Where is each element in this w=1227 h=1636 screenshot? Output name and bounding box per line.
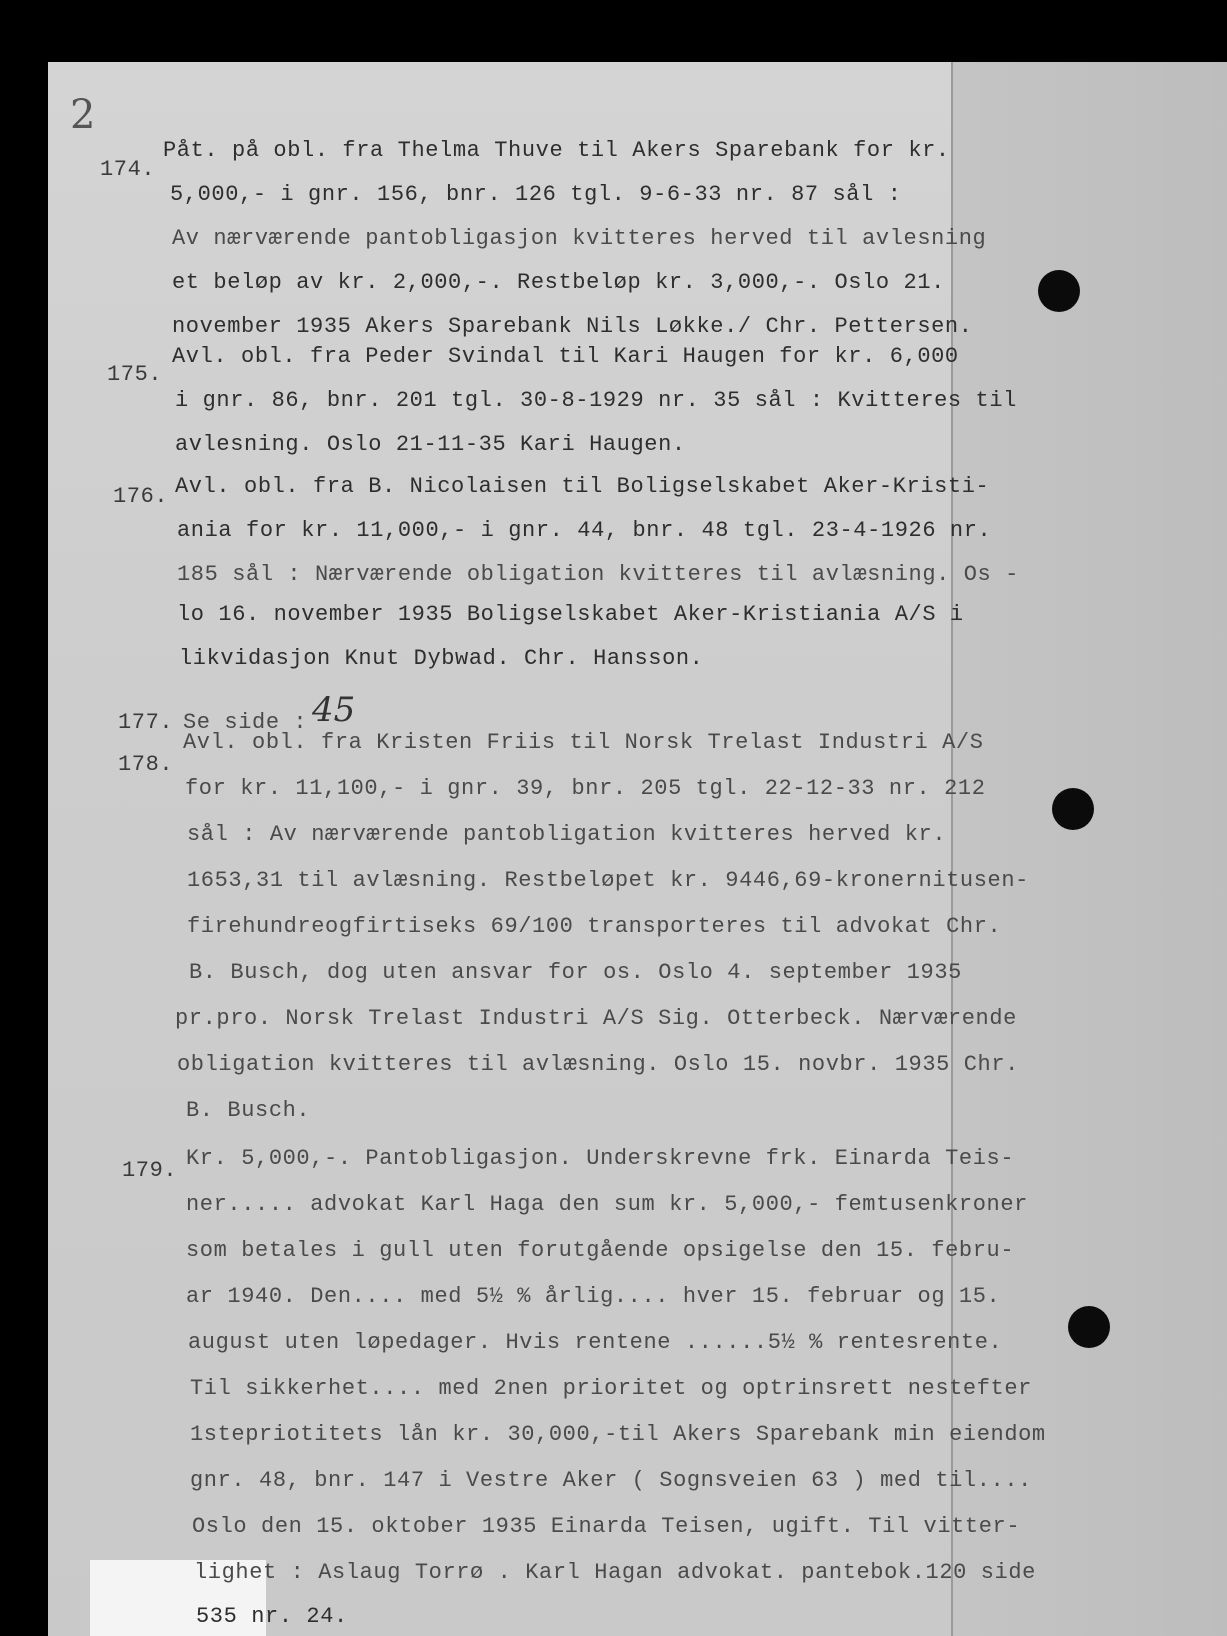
entry-text-line: Avl. obl. fra B. Nicolaisen til Boligselskabet Aker-Kristi- (175, 474, 990, 499)
entry-text-line: firehundreogfirtiseks 69/100 transporteres til advokat Chr. (187, 914, 1002, 939)
entry-text-line: 1653,31 til avlæsning. Restbeløpet kr. 9446,69-kronernitusen- (187, 868, 1029, 893)
entry-text-line: pr.pro. Norsk Trelast Industri A/S Sig. Otterbeck. Nærværende (175, 1006, 1017, 1031)
entry-text-line: som betales i gull uten forutgående opsigelse den 15. febru- (186, 1238, 1015, 1263)
entry-text-line: likvidasjon Knut Dybwad. Chr. Hansson. (179, 646, 704, 671)
entry-text-line: i gnr. 86, bnr. 201 tgl. 30-8-1929 nr. 35 sål : Kvitteres til (175, 388, 1017, 413)
handwritten-page-reference: 45 (312, 690, 356, 730)
entry-text-line: ania for kr. 11,000,- i gnr. 44, bnr. 48 tgl. 23-4-1926 nr. (177, 518, 992, 543)
entry-text-line: ar 1940. Den.... med 5½ % årlig.... hver 15. februar og 15. (186, 1284, 1001, 1309)
entry-text-line: lighet : Aslaug Torrø . Karl Hagan advokat. pantebok.120 side (194, 1560, 1036, 1585)
entry-text-line: obligation kvitteres til avlæsning. Oslo 15. novbr. 1935 Chr. (177, 1052, 1019, 1077)
entry-text-line: Avl. obl. fra Peder Svindal til Kari Haugen for kr. 6,000 (172, 344, 959, 369)
entry-text-line: ner..... advokat Karl Haga den sum kr. 5,000,- femtusenkroner (186, 1192, 1028, 1217)
entry-text-line: 5,000,- i gnr. 156, bnr. 126 tgl. 9-6-33 nr. 87 sål : (170, 182, 902, 207)
entry-number: 177. (118, 710, 174, 735)
entry-text-line: lo 16. november 1935 Boligselskabet Aker-Kristiania A/S i (177, 602, 964, 627)
entry-text-line: avlesning. Oslo 21-11-35 Kari Haugen. (175, 432, 686, 457)
punch-hole (1052, 788, 1094, 830)
entry-text-line: Se side : (183, 710, 308, 735)
entry-text-line: sål : Av nærværende pantobligation kvitteres herved kr. (187, 822, 947, 847)
entry-number: 178. (118, 752, 174, 777)
page-number: 2 (70, 92, 96, 138)
punch-hole (1068, 1306, 1110, 1348)
entry-text-line: Av nærværende pantobligasjon kvitteres herved til avlesning (172, 226, 987, 251)
entry-number: 179. (122, 1158, 178, 1183)
entry-text-line: et beløp av kr. 2,000,-. Restbeløp kr. 3,000,-. Oslo 21. (172, 270, 945, 295)
entry-text-line: for kr. 11,100,- i gnr. 39, bnr. 205 tgl. 22-12-33 nr. 212 (185, 776, 986, 801)
entry-text-line: Påt. på obl. fra Thelma Thuve til Akers Sparebank for kr. (163, 138, 950, 163)
entry-text-line: Til sikkerhet.... med 2nen prioritet og optrinsrett nestefter (190, 1376, 1032, 1401)
entry-number: 175. (107, 362, 163, 387)
entry-text-line: Avl. obl. fra Kristen Friis til Norsk Trelast Industri A/S (183, 730, 984, 755)
entry-text-line: B. Busch. (186, 1098, 311, 1123)
entry-text-line: august uten løpedager. Hvis rentene ......5½ % rentesrente. (188, 1330, 1003, 1355)
entry-number: 174. (100, 157, 156, 182)
entry-text-line: B. Busch, dog uten ansvar for os. Oslo 4. september 1935 (189, 960, 962, 985)
entry-number: 176. (113, 484, 169, 509)
entry-text-line: 1stepriotitets lån kr. 30,000,-til Akers Sparebank min eiendom (190, 1422, 1046, 1447)
entry-text-line: Oslo den 15. oktober 1935 Einarda Teisen, ugift. Til vitter- (192, 1514, 1021, 1539)
entry-text-line: november 1935 Akers Sparebank Nils Løkke./ Chr. Pettersen. (172, 314, 973, 339)
entry-text-line: 535 nr. 24. (196, 1604, 348, 1629)
entry-text-line: gnr. 48, bnr. 147 i Vestre Aker ( Sognsveien 63 ) med til.... (190, 1468, 1032, 1493)
entry-text-line: Kr. 5,000,-. Pantobligasjon. Underskrevne frk. Einarda Teis- (186, 1146, 1015, 1171)
entry-text-line: 185 sål : Nærværende obligation kvitteres til avlæsning. Os - (177, 562, 1019, 587)
punch-hole (1038, 270, 1080, 312)
